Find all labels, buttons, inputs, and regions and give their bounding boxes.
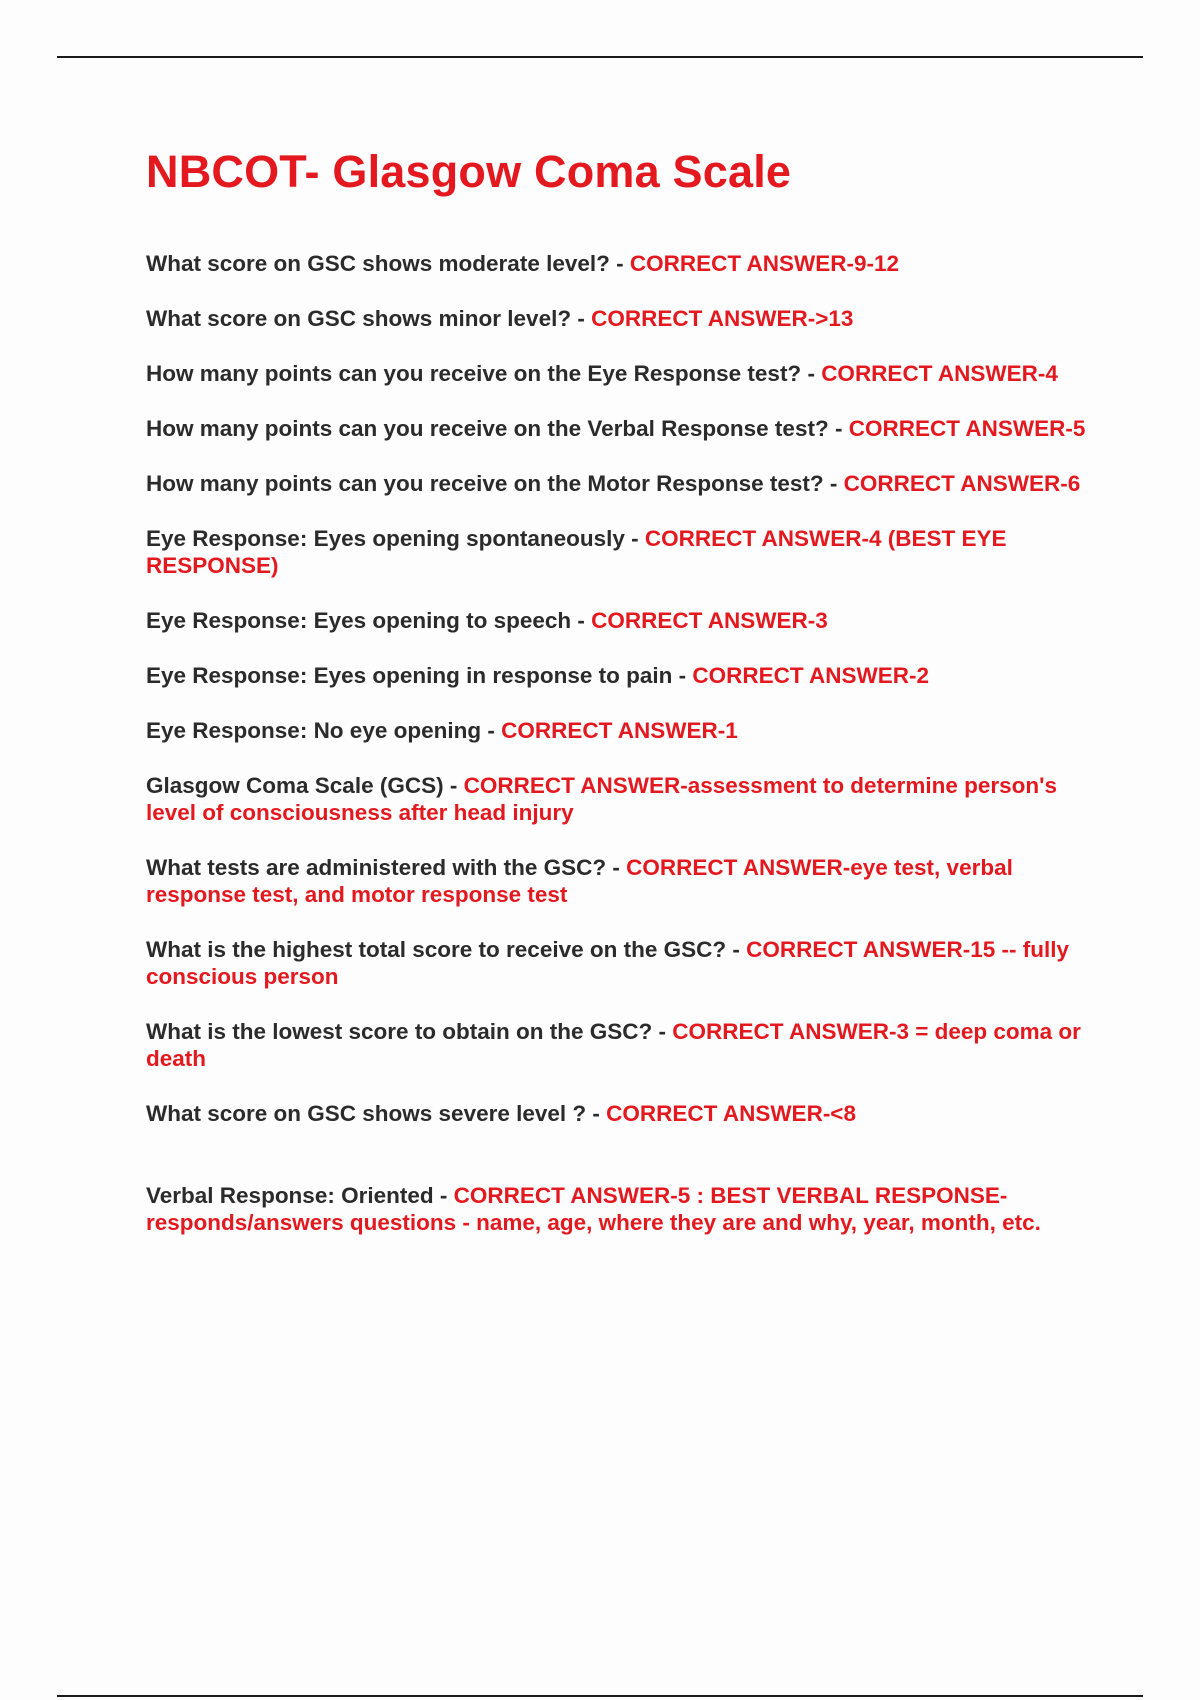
answer-text: CORRECT ANSWER-2: [692, 663, 930, 688]
question-text: Eye Response: Eyes opening spontaneously: [146, 526, 625, 551]
separator: -: [652, 1019, 673, 1044]
separator: -: [571, 306, 592, 331]
answer-text: CORRECT ANSWER-6: [843, 471, 1081, 496]
qa-item: [146, 250, 1086, 277]
separator: -: [571, 608, 592, 633]
answer-text: CORRECT ANSWER-5 : BEST VERBAL RESPONSE- responds/answers questions - name, age, where they are and why, year, month, etc.: [146, 1183, 1041, 1235]
separator: -: [624, 526, 645, 551]
question-text: Eye Response: Eyes opening to speech: [146, 608, 572, 633]
qa-item: [146, 854, 1086, 908]
question-text: What score on GSC shows moderate level?: [146, 251, 610, 276]
qa-item: [146, 525, 1086, 579]
answer-text: CORRECT ANSWER-4: [821, 361, 1058, 386]
qa-item: [146, 415, 1086, 442]
answer-text: CORRECT ANSWER-<8: [606, 1101, 856, 1126]
question-text: What tests are administered with the GSC?: [146, 855, 607, 880]
separator: -: [586, 1101, 607, 1126]
separator: -: [609, 251, 630, 276]
qa-item: [146, 470, 1086, 497]
question-text: How many points can you receive on the Eye Response test?: [146, 361, 802, 386]
separator: -: [823, 471, 844, 496]
answer-text: CORRECT ANSWER-3: [591, 608, 828, 633]
separator: -: [443, 773, 464, 798]
qa-item: [146, 936, 1086, 990]
answer-text: CORRECT ANSWER-3 = deep coma or death: [146, 1019, 1081, 1071]
answer-text: CORRECT ANSWER-1: [501, 718, 738, 743]
answer-text: CORRECT ANSWER-9-12: [629, 251, 900, 276]
page-title: NBCOT- Glasgow Coma Scale: [146, 146, 792, 197]
answer-text: CORRECT ANSWER-5: [848, 416, 1086, 441]
qa-item: [146, 717, 1086, 744]
answer-text: CORRECT ANSWER-eye test, verbal response test, and motor response test: [146, 855, 1013, 907]
separator: -: [433, 1183, 454, 1208]
qa-item: [146, 772, 1086, 826]
qa-item: [146, 1182, 1086, 1236]
separator: -: [828, 416, 849, 441]
separator: -: [672, 663, 693, 688]
question-text: Eye Response: Eyes opening in response to pain: [146, 663, 673, 688]
question-text: Verbal Response: Oriented: [146, 1183, 434, 1208]
qa-item: [146, 305, 1086, 332]
question-text: What score on GSC shows minor level?: [146, 306, 572, 331]
question-text: How many points can you receive on the Verbal Response test?: [146, 416, 829, 441]
qa-item: [146, 1100, 1086, 1127]
separator: -: [481, 718, 502, 743]
separator: -: [606, 855, 627, 880]
question-text: What score on GSC shows severe level ?: [146, 1101, 587, 1126]
qa-item: [146, 607, 1086, 634]
qa-item: [146, 360, 1086, 387]
answer-text: CORRECT ANSWER-4 (BEST EYE RESPONSE): [146, 526, 1007, 578]
answer-text: CORRECT ANSWER-assessment to determine person's level of consciousness after head injury: [146, 773, 1057, 825]
separator: -: [801, 361, 822, 386]
answer-text: CORRECT ANSWER-15 -- fully conscious person: [146, 937, 1070, 989]
document-body: [146, 146, 1086, 1264]
qa-item: [146, 1018, 1086, 1072]
question-text: How many points can you receive on the Motor Response test?: [146, 471, 824, 496]
question-text: Glasgow Coma Scale (GCS): [146, 773, 444, 798]
top-rule: [57, 56, 1143, 58]
separator: -: [726, 937, 747, 962]
bottom-rule: [57, 1695, 1143, 1697]
question-text: Eye Response: No eye opening: [146, 718, 482, 743]
qa-item: [146, 662, 1086, 689]
question-text: What is the highest total score to receive on the GSC?: [146, 937, 727, 962]
question-text: What is the lowest score to obtain on the GSC?: [146, 1019, 653, 1044]
answer-text: CORRECT ANSWER->13: [591, 306, 854, 331]
